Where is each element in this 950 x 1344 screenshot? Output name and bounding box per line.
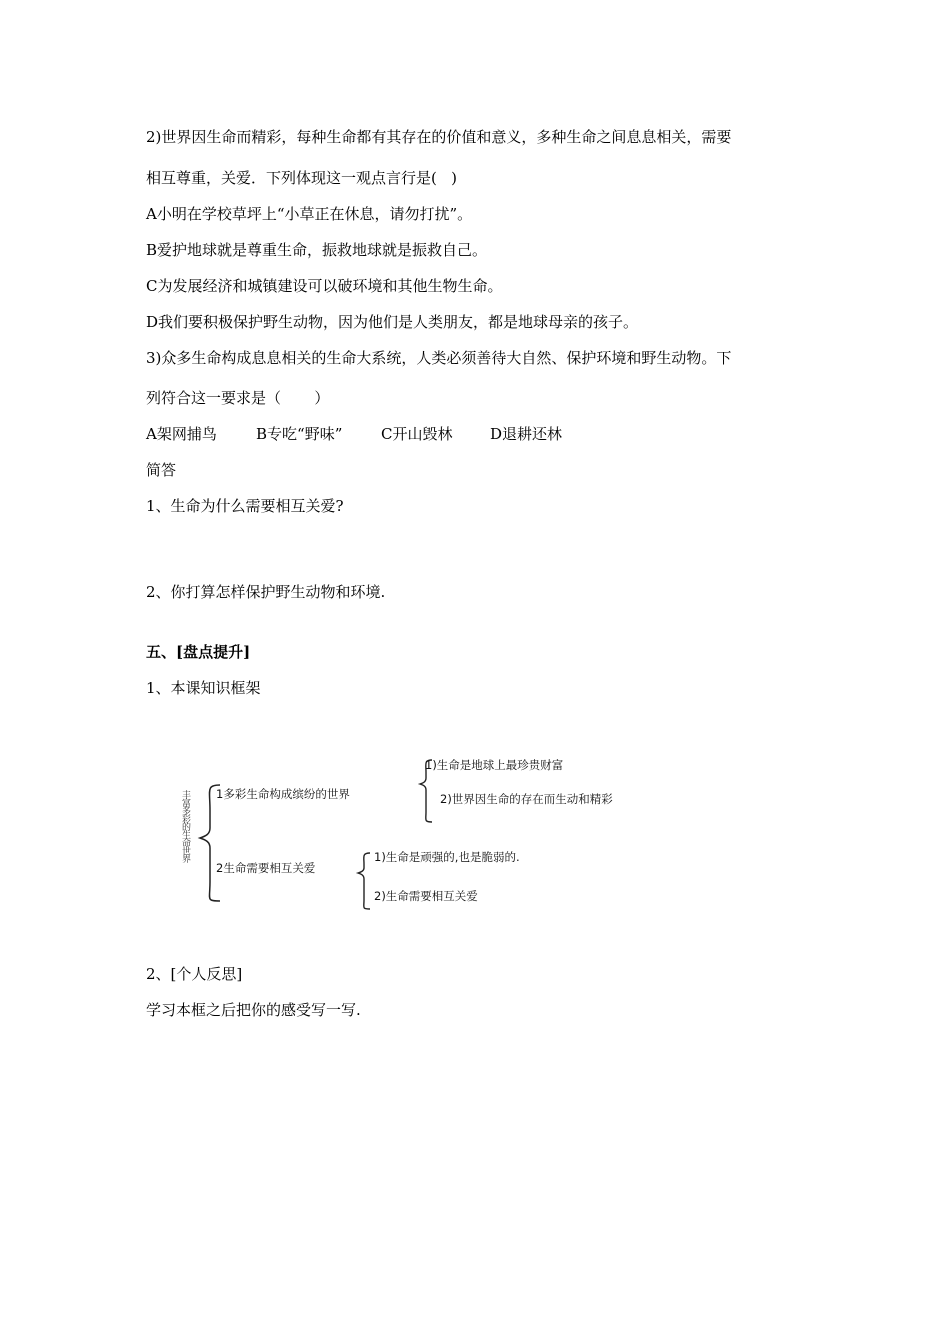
- knowledge-framework-diagram: [170, 750, 690, 910]
- q3-option-d: D退耕还林: [490, 425, 563, 443]
- short-answer-q2: 2、你打算怎样保护野生动物和环境.: [146, 583, 386, 601]
- section5-heading: 五、[盘点提升]: [146, 643, 251, 661]
- q2-option-d: D我们要积极保护野生动物，因为他们是人类朋友，都是地球母亲的孩子。: [146, 313, 639, 331]
- main-brace: [200, 785, 220, 901]
- diagram-title: 丰富多彩的生命世界: [180, 790, 190, 862]
- branch1-label: 1多彩生命构成缤纷的世界: [216, 787, 350, 801]
- q2-stem-line1: 2)世界因生命而精彩，每种生命都有其存在的价值和意义，多种生命之间息息相关，需要: [146, 128, 732, 146]
- branch2-sub2: 2)生命需要相互关爱: [374, 889, 478, 903]
- q2-option-a: A小明在学校草坪上“小草正在休息，请勿打扰”。: [146, 205, 473, 223]
- reflection-prompt: 学习本框之后把你的感受写一写.: [146, 1001, 361, 1019]
- section5-item1: 1、本课知识框架: [146, 679, 261, 697]
- branch2-label: 2生命需要相互关爱: [216, 861, 316, 875]
- branch1-sub2: 2)世界因生命的存在而生动和精彩: [440, 792, 613, 806]
- branch2-sub1: 1)生命是顽强的,也是脆弱的.: [374, 850, 520, 864]
- q3-option-b: B专吃“野味”: [256, 425, 343, 443]
- q3-option-c: C开山毁林: [381, 425, 453, 443]
- q2-stem-line2: 相互尊重，关爱．下列体现这一观点言行是( ): [146, 169, 458, 187]
- q3-option-a: A架网捕鸟: [146, 425, 217, 443]
- diagram-svg: [170, 750, 690, 910]
- q2-option-b: B爱护地球就是尊重生命，振救地球就是振救自己。: [146, 241, 488, 259]
- section5-item2: 2、[个人反思]: [146, 965, 243, 983]
- branch1-sub1: 1)生命是地球上最珍贵财富: [425, 758, 564, 772]
- short-answer-q1: 1、生命为什么需要相互关爱?: [146, 497, 344, 515]
- q3-stem-line1: 3)众多生命构成息息相关的生命大系统，人类必须善待大自然、保护环境和野生动物。下: [146, 349, 732, 367]
- branch2-brace: [358, 853, 370, 909]
- q3-stem-line2: 列符合这一要求是（ ）: [146, 389, 330, 407]
- short-answer-heading: 简答: [146, 461, 177, 479]
- q2-option-c: C为发展经济和城镇建设可以破环境和其他生物生命。: [146, 277, 503, 295]
